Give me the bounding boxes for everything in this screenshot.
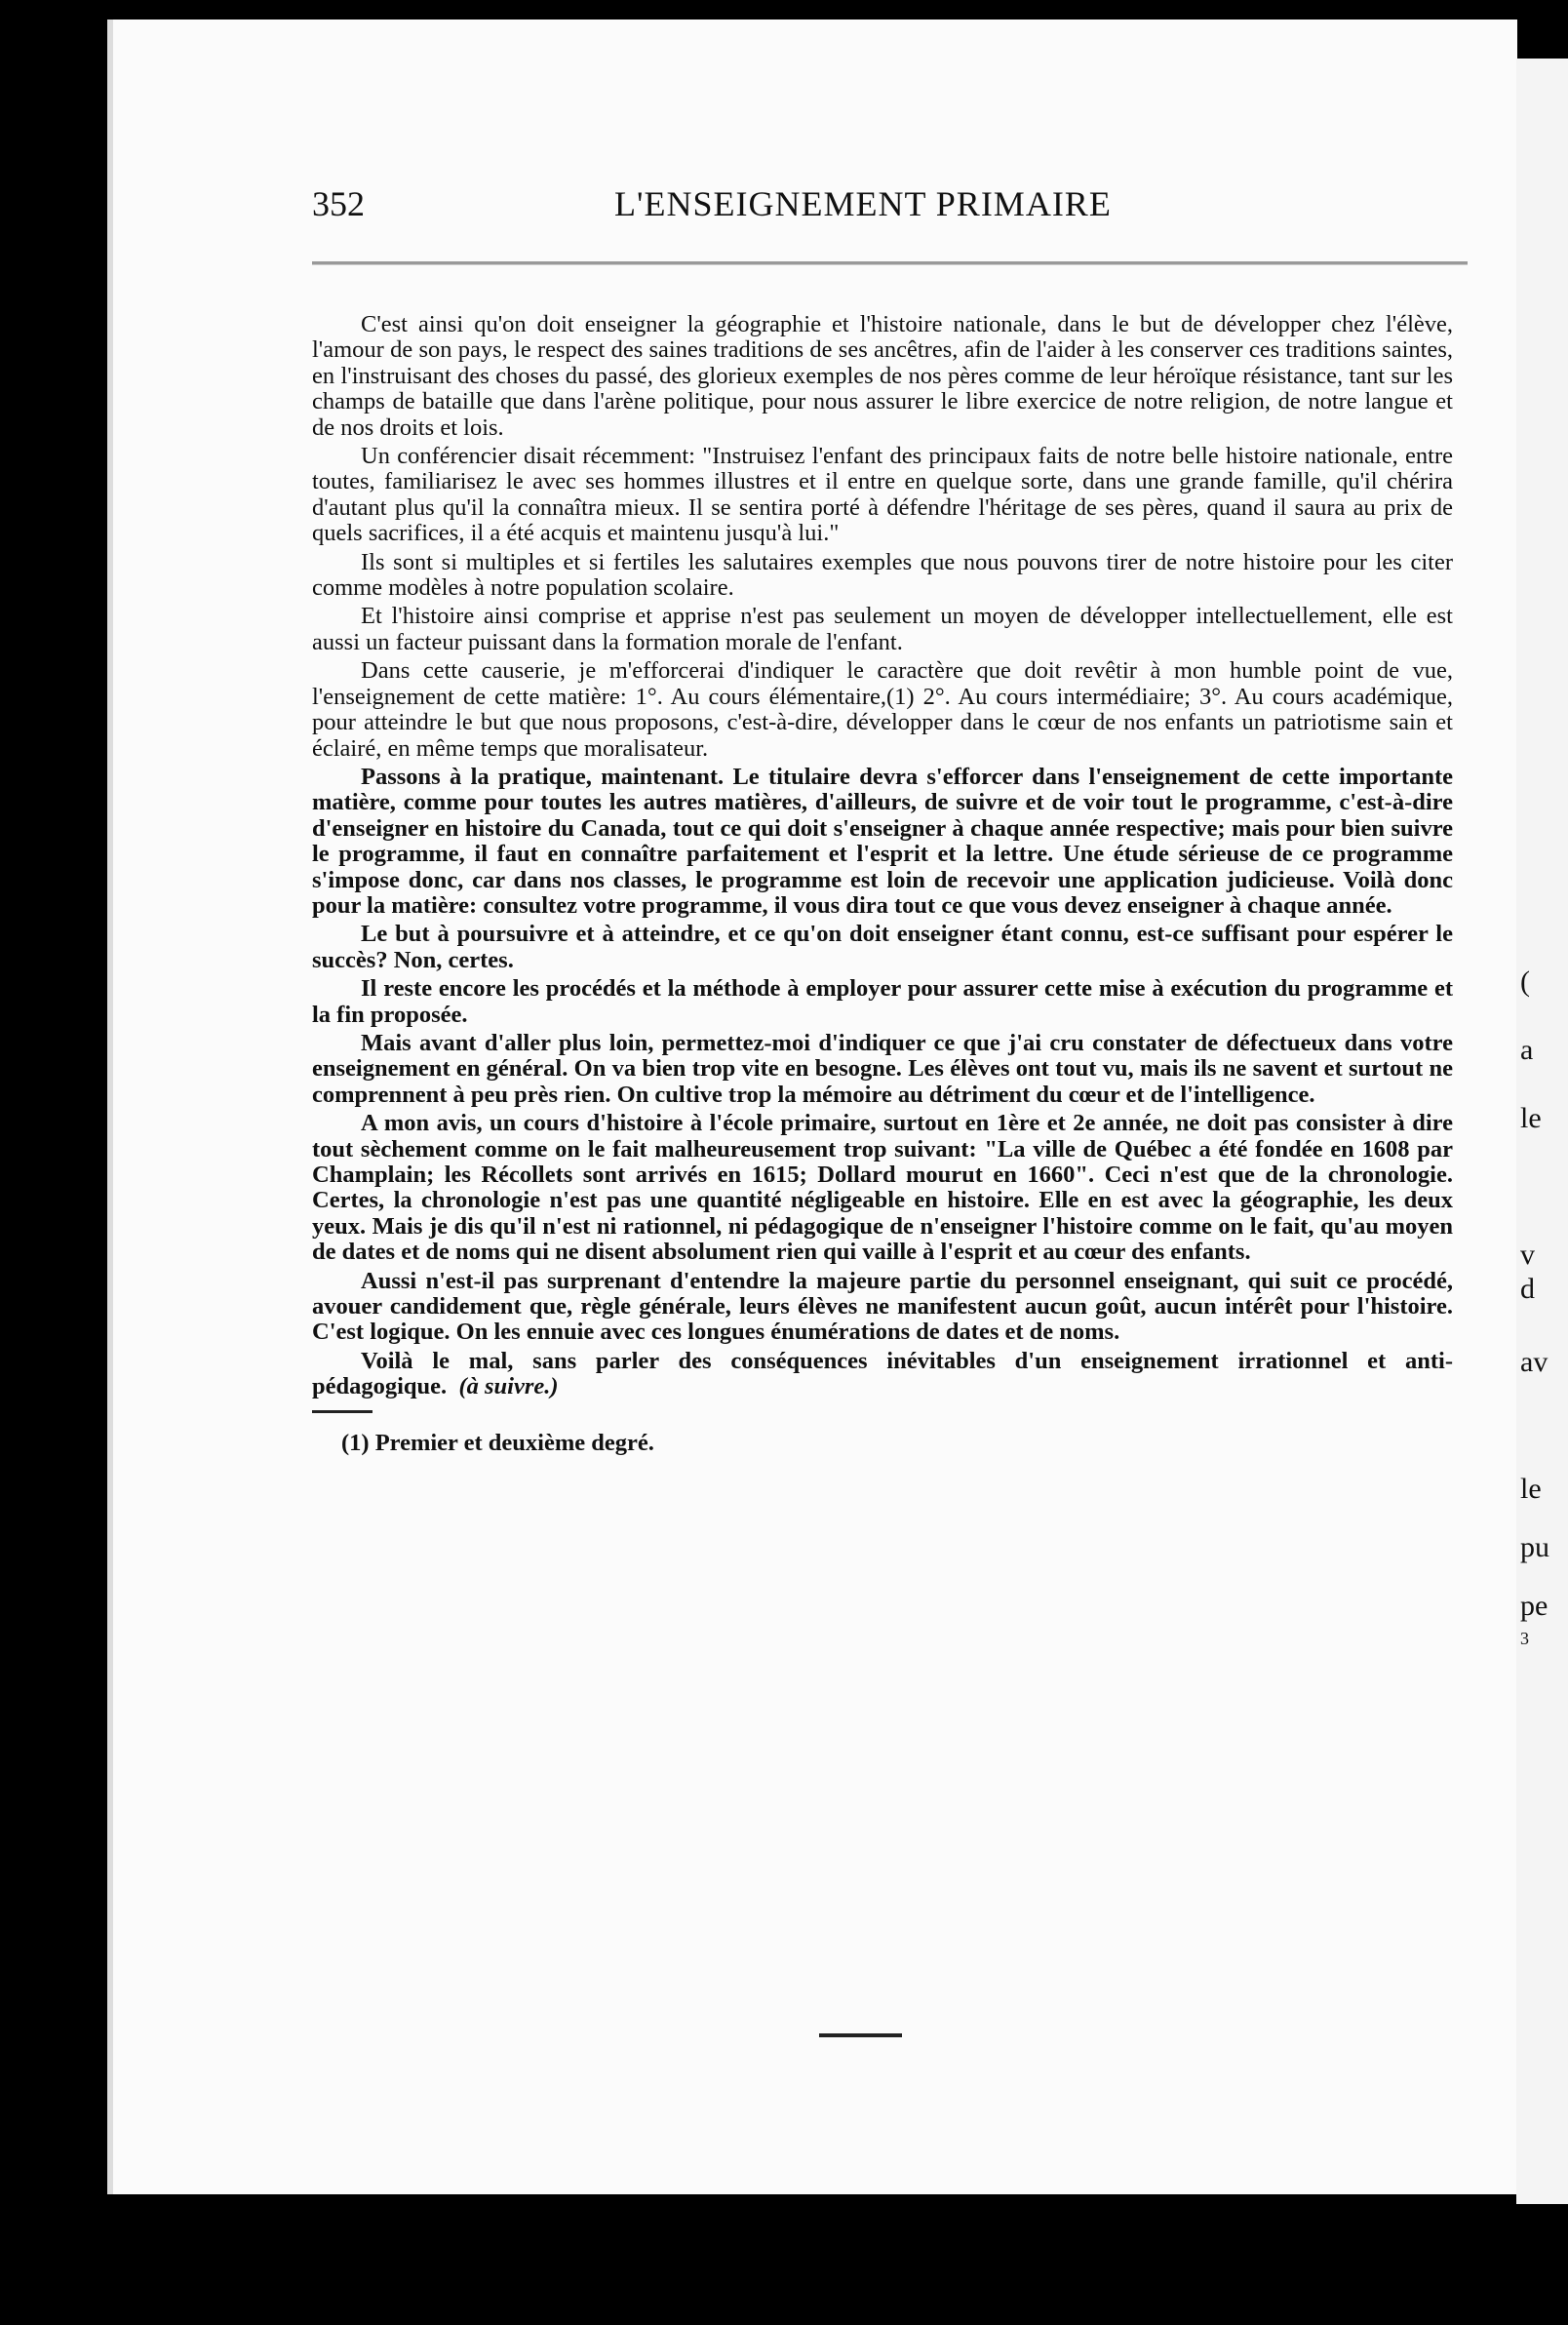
facing-fragment: 3 bbox=[1520, 1629, 1529, 1648]
paragraph: Un conférencier disait récemment: "Instruisez l'enfant des principaux faits de notre belle histoire nationale, entre toutes, familiarisez le avec ses hommes illustres et il entre en quelque sorte, dans une grande famille, qu'il chérira d'autant plus qu'il la connaîtra mieux. Il se sentira porté à défendre l'héritage de ses pères, quand il saura au prix de quels sacrifices, il a été acquis et maintenu jusqu'à lui." bbox=[312, 443, 1453, 547]
page-header bbox=[205, 183, 1472, 232]
paragraph: C'est ainsi qu'on doit enseigner la géographie et l'histoire nationale, dans le but de développer chez l'élève, l'amour de son pays, le respect des saines traditions de ses ancêtres, afin de l'aider à les conserver ces traditions saintes, en l'instruisant des choses du passé, des glorieux exemples de nos pères comme de leur héroïque résistance, tant sur les champs de bataille que dans l'arène politique, pour nous assurer le libre exercice de notre religion, de notre langue et de nos droits et lois. bbox=[312, 311, 1453, 441]
last-paragraph bbox=[312, 1349, 1453, 1400]
page-number: 352 bbox=[312, 184, 365, 223]
facing-fragment: v bbox=[1520, 1239, 1535, 1271]
paragraph: Dans cette causerie, je m'efforcerai d'indiquer le caractère que doit revêtir à mon humble point de vue, l'enseignement de cette matière: 1°. Au cours élémentaire,(1) 2°. Au cours intermédiaire; 3°. Au cours académique, pour atteindre le but que nous proposons, c'est-à-dire, développer dans le cœur de nos enfants un patriotisme sain et éclairé, en même temps que moralisateur. bbox=[312, 657, 1453, 762]
facing-fragment: a bbox=[1520, 1034, 1534, 1066]
paragraph: Le but à poursuivre et à atteindre, et ce qu'on doit enseigner étant connu, est-ce suffisant pour espérer le succès? Non, certes. bbox=[312, 921, 1453, 973]
facing-fragment: le bbox=[1520, 1102, 1542, 1134]
paragraph: Aussi n'est-il pas surprenant d'entendre la majeure partie du personnel enseignant, qui suit ce procédé, avouer candidement que, règle générale, leurs élèves ne manifestent aucun goût, aucun intérêt pour l'histoire. C'est logique. On les ennuie avec ces longues énumérations de dates et de noms. bbox=[312, 1267, 1453, 1346]
facing-fragment: pe bbox=[1520, 1590, 1548, 1622]
facing-page-edge bbox=[1516, 59, 1568, 2204]
paragraph: Ils sont si multiples et si fertiles les salutaires exemples que nous pouvons tirer de notre histoire pour les citer comme modèles à notre population scolaire. bbox=[312, 548, 1453, 602]
header-rule bbox=[312, 261, 1468, 265]
paragraph: Et l'histoire ainsi comprise et apprise n'est pas seulement un moyen de développer intellectuellement, elle est aussi un facteur puissant dans la formation morale de l'enfant. bbox=[312, 603, 1453, 655]
facing-fragment: ( bbox=[1520, 965, 1530, 998]
last-paragraph-text: Voilà le mal, sans parler des conséquences inévitables d'un enseignement irrationnel et anti-pédagogique. bbox=[312, 1347, 1453, 1400]
to-be-continued: (à suivre.) bbox=[458, 1373, 559, 1400]
end-rule bbox=[819, 2033, 902, 2037]
paragraph: Passons à la pratique, maintenant. Le titulaire devra s'efforcer dans l'enseignement de cette importante matière, comme pour toutes les autres matières, d'ailleurs, de suivre et de voir tout le programme, c'est-à-dire d'enseigner en histoire du Canada, tout ce qui doit s'enseigner à chaque année respective; mais pour bien suivre le programme, il faut en connaître parfaitement et l'esprit et la lettre. Une étude sérieuse de ce programme s'impose donc, car dans nos classes, le programme est loin de recevoir une application judicieuse. Voilà donc pour la matière: consultez votre programme, il vous dira tout ce que vous devez enseigner à chaque année. bbox=[312, 763, 1453, 919]
facing-fragment: av bbox=[1520, 1346, 1548, 1378]
running-title: L'ENSEIGNEMENT PRIMAIRE bbox=[614, 184, 1112, 223]
facing-fragment: pu bbox=[1520, 1531, 1549, 1563]
paragraph: Il reste encore les procédés et la méthode à employer pour assurer cette mise à exécution du programme et la fin proposée. bbox=[312, 975, 1453, 1028]
paragraph: Mais avant d'aller plus loin, permettez-moi d'indiquer ce que j'ai cru constater de défectueux dans votre enseignement en général. On va bien trop vite en besogne. Les élèves ont tout vu, mais ils ne savent et surtout ne comprennent à peu près rien. On cultive trop la mémoire au détriment du cœur et de l'intelligence. bbox=[312, 1029, 1453, 1108]
facing-fragment: d bbox=[1520, 1273, 1535, 1305]
facing-fragment: le bbox=[1520, 1473, 1542, 1505]
article-body bbox=[312, 312, 1453, 1456]
footnote: (1) Premier et deuxième degré. bbox=[341, 1429, 654, 1456]
footnote-rule bbox=[312, 1410, 372, 1413]
paragraph: A mon avis, un cours d'histoire à l'école primaire, surtout en 1ère et 2e année, ne doit pas consister à dire tout sèchement comme on le fait malheureusement trop suivant: "La ville de Québec a été fondée en 1608 par Champlain; les Récollets sont arrivés en 1615; Dollard mourut en 1660". Ceci n'est que de la chronologie. Certes, la chronologie n'est pas une quantité négligeable en histoire. Elle en est avec la géographie, les deux yeux. Mais je dis qu'il n'est ni rationnel, ni pédagogique de n'enseigner l'histoire comme on le fait, qu'au moyen de dates et de noms qui ne disent absolument rien qui vaille à l'esprit et au cœur des enfants. bbox=[312, 1110, 1453, 1266]
